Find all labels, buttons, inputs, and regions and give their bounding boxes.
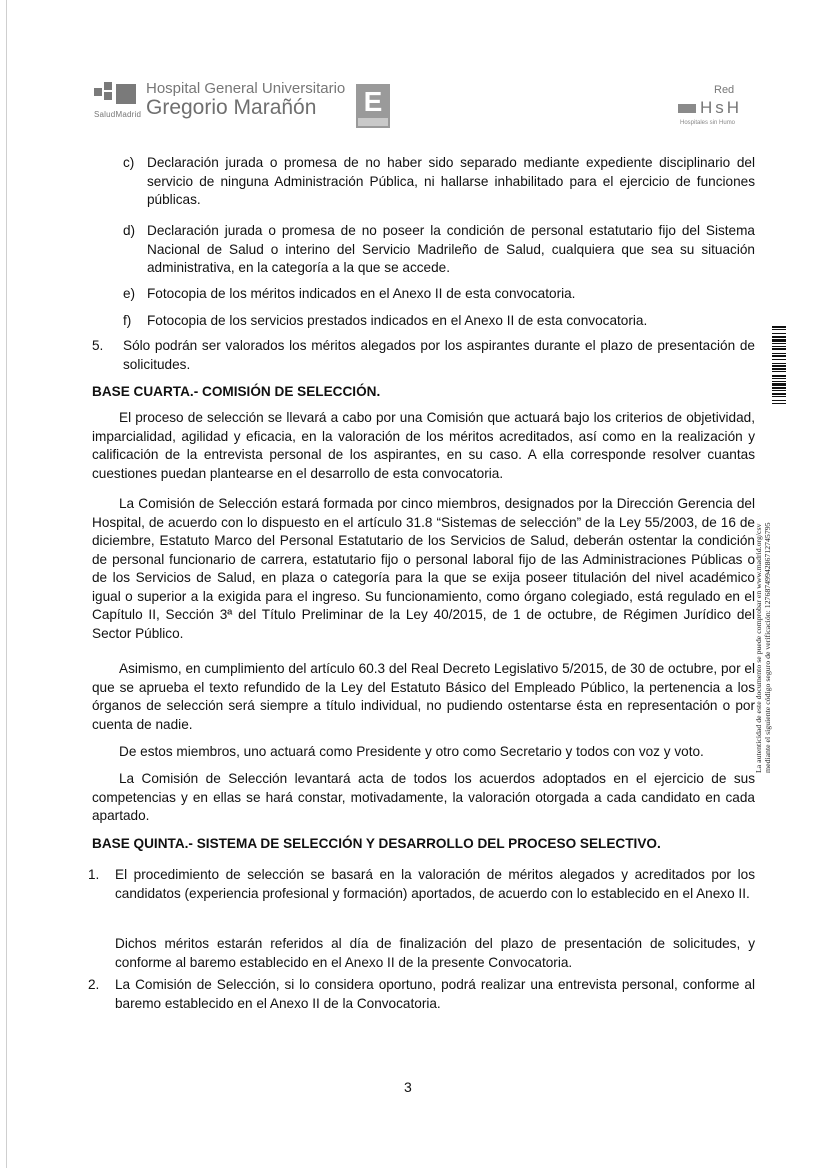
base-cuarta-paragraph-4: De estos miembros, uno actuará como Presidente y otro como Secretario y todos con voz y voto. [119,744,704,759]
base-quinta-item-2-label: 2. [88,977,100,992]
verification-barcode [772,326,786,464]
excellence-e-logo [356,84,390,128]
base-quinta-item-1-label: 1. [88,867,100,882]
item-c-label: c) [123,155,135,170]
item-c-text: Declaración jurada o promesa de no haber sido separado mediante expediente disciplinario del servicio de ninguna Administración Pública, ni hallarse inhabilitado para el ejercicio de funciones públicas. [147,155,755,207]
hospital-name-line2: Gregorio Marañón [146,96,317,119]
item-f-label: f) [123,313,132,328]
barcode-stripe [772,346,786,347]
hsh-label: HsH [700,98,743,117]
hospital-name-line1: Hospital General Universitario [146,80,346,97]
barcode-stripe [772,396,786,397]
red-hsh-logo [676,82,766,132]
verification-note-line2: mediante el siguiente código seguro de verificación: 1276874994286712745795 [763,522,772,773]
base-cuarta-paragraph-1: El proceso de selección se llevará a cabo por una Comisión que actuará bajo los criterios de objetividad, imparcialidad, agilidad y eficacia, en la valoración de los méritos acreditados, así como en la realización y calificación de la entrevista personal de los aspirantes, en su caso. A ella corresponde resolver cuantas cuestiones puedan plantearse en el desarrollo de esta convocatoria. [92,410,755,481]
item-5-label: 5. [92,338,104,353]
item-d-label: d) [123,223,136,238]
base-quinta-heading: BASE QUINTA.- SISTEMA DE SELECCIÓN Y DESARROLLO DEL PROCESO SELECTIVO. [92,836,661,851]
hospital-logo [94,76,414,134]
verification-note [754,522,772,773]
page-number: 3 [404,1079,412,1095]
item-e-label: e) [123,286,136,301]
e-letter: E [363,86,383,117]
hsh-mark-icon [678,104,696,113]
item-5-text: Sólo podrán ser valorados los méritos alegados por los aspirantes durante el plazo de presentación de solicitudes. [123,338,755,372]
barcode-stripe [772,339,786,342]
barcode-stripe [772,403,786,404]
item-d-text: Declaración jurada o promesa de no poseer la condición de personal estatutario fijo del Sistema Nacional de Salud o interino del Servicio Madrileño de Salud, cualquiera que sea su situación administrativa, en la categoría a la que se accede. [147,223,755,275]
barcode-stripe [772,353,786,354]
base-cuarta-paragraph-2: La Comisión de Selección estará formada por cinco miembros, designados por la Dirección Gerencia del Hospital, de acuerdo con lo dispuesto en el artículo 31.8 “Sistemas de selección” de la Ley 55/2003, de 16 de diciembre, Estatuto Marco del Personal Estatutario de los Servicios de Salud, deberán ostentar la condición de personal funcionario de carrera, estatutario fijo o personal laboral fijo de las Administraciones Públicas o de los Servicios de Salud, en plaza o categoría para la que se exija poseer titulación del nivel académico igual o superior a la exigida para el ingreso. Su funcionamiento, como órgano colegiado, está regulado en el Capítulo II, Sección 3ª del Título Preliminar de la Ley 40/2015, de 1 de octubre, de Régimen Jurídico del Sector Público. [92,496,755,641]
base-quinta-item-1-text: El procedimiento de selección se basará en la valoración de méritos alegados y acreditados por los candidatos (experiencia profesional y formación) aportados, de acuerdo con lo establecido en el Anexo II. [115,867,755,901]
barcode-stripe [772,387,786,389]
barcode-stripe [772,363,786,364]
barcode-stripe [772,371,786,372]
salud-madrid-label: SaludMadrid [94,110,142,119]
barcode-stripe [772,393,786,395]
page-edge-line [6,0,7,1168]
barcode-stripe [772,359,786,360]
barcode-stripe [772,390,786,391]
barcode-stripe [772,336,786,338]
verification-note-line1: La autenticidad de este documento se puede comprobar en www.madrid.org/csv [754,523,763,773]
barcode-stripe [772,400,786,401]
base-cuarta-heading: BASE CUARTA.- COMISIÓN DE SELECCIÓN. [92,384,381,399]
barcode-stripe [772,375,786,377]
barcode-stripe [772,355,786,357]
base-cuarta-paragraph-3: Asimismo, en cumplimiento del artículo 60.3 del Real Decreto Legislativo 5/2015, de 30 de octubre, por el que se aprueba el texto refundido de la Ley del Estatuto Básico del Empleado Público, la pertenencia a los órganos de selección será siempre a título individual, no pudiendo ostentarse ésta en representación o por cuenta de nadie. [92,661,755,732]
barcode-stripe [772,333,786,334]
base-quinta-item-2-text: La Comisión de Selección, si lo considera oportuno, podrá realizar una entrevista personal, conforme al baremo establecido en el Anexo II de la Convocatoria. [115,977,755,1011]
barcode-stripe [772,368,786,370]
base-cuarta-paragraph-5: La Comisión de Selección levantará acta de todos los acuerdos adoptados en el ejercicio de sus competencias y en ellas se hará constar, motivadamente, la valoración otorgada a cada candidato en cada apartado. [92,771,755,823]
barcode-stripe [772,348,786,350]
barcode-stripe [772,326,786,328]
barcode-stripe [772,365,786,367]
barcode-stripe [772,343,786,344]
barcode-stripe [772,383,786,386]
item-f-text: Fotocopia de los servicios prestados indicados en el Anexo II de esta convocatoria. [147,313,648,328]
barcode-stripe [772,329,786,330]
hsh-subtitle: Hospitales sin Humo [680,120,736,126]
e-logo-bar [358,118,388,126]
base-quinta-item-1-subtext: Dichos méritos estarán referidos al día de finalización del plazo de presentación de solicitudes, y conforme al baremo establecido en el Anexo II de la presente Convocatoria. [115,936,755,970]
salud-madrid-logo-icon [94,80,140,108]
barcode-stripe [772,381,786,382]
red-label: Red [714,84,735,96]
barcode-stripe [772,378,786,379]
item-e-text: Fotocopia de los méritos indicados en el Anexo II de esta convocatoria. [147,286,576,301]
